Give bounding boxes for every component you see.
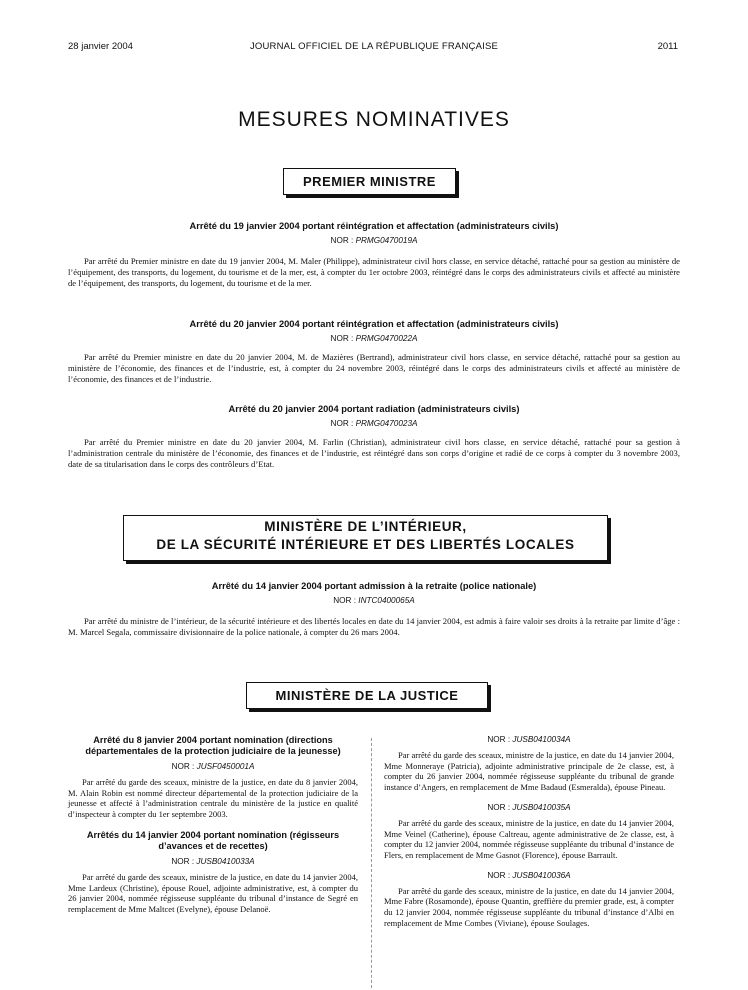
nor-label: NOR :: [333, 596, 357, 605]
nor-code: JUSB0410035A: [512, 802, 571, 812]
article-title: Arrêté du 19 janvier 2004 portant réintégration et affectation (administrateurs civils): [189, 221, 559, 231]
nor-reference: [60, 419, 688, 428]
nor-code: PRMG0470019A: [355, 236, 418, 245]
nor-reference: [60, 596, 688, 605]
section-heading-line: DE LA SÉCURITÉ INTÉRIEURE ET DES LIBERTÉS LOCALES: [156, 537, 575, 552]
article-text: Par arrêté du Premier ministre en date du 19 janvier 2004, M. Maler (Philippe), administrateur civil hors classe, en service détaché, rattaché pour sa gestion au ministère de l’équipement, des transports, du logement, du tourisme et de la mer, est, à compter du 1er octobre 2003, réintégré dans le corps des administrateurs civils et affecté au ministère de l’équipement, des transports, du logement, du tourisme et de la mer.: [68, 256, 680, 289]
article-text: Par arrêté du garde des sceaux, ministre de la justice, en date du 8 janvier 2004, M. Alain Robin est nommé directeur départemental de la protection judiciaire de la jeunesse et affecté à l’administration centrale du ministère de la justice en qualité d’inspecteur à compter du 1er septembre 2003.: [68, 777, 358, 820]
nor-reference: [384, 735, 674, 744]
nor-label: NOR :: [330, 419, 354, 428]
section-heading-ministere-interieur: [123, 515, 608, 561]
article-text: Par arrêté du garde des sceaux, ministre de la justice, en date du 14 janvier 2004, Mme Veinel (Catherine), épouse Caltreau, agente administrative de 2e classe, est, à compter du 12 janvier 2004, nommée régisseuse suppléante du tribunal d’instance de Flers, en remplacement de Mme Gasnot (Florence), épouse Barrault.: [384, 817, 674, 860]
nor-label: NOR :: [171, 762, 195, 771]
page-title: MESURES NOMINATIVES: [238, 108, 510, 131]
nor-reference: [68, 762, 358, 771]
page-number: 2011: [657, 41, 678, 52]
nor-label: NOR :: [171, 856, 195, 866]
nor-label: NOR :: [330, 334, 354, 343]
nor-reference: [68, 857, 358, 866]
section-heading-premier-ministre: PREMIER MINISTRE: [283, 168, 456, 195]
article-title: Arrêté du 20 janvier 2004 portant radiation (administrateurs civils): [228, 404, 520, 414]
nor-code: JUSB0410034A: [512, 735, 571, 744]
article-title: Arrêtés du 14 janvier 2004 portant nomination (régisseurs d’avances et de recettes): [86, 829, 340, 851]
left-column: [68, 735, 358, 925]
article-title: Arrêté du 8 janvier 2004 portant nomination (directions départementales de la protection judiciaire de la jeunesse): [85, 735, 341, 756]
article-title: Arrêté du 20 janvier 2004 portant réintégration et affectation (administrateurs civils): [189, 319, 559, 329]
nor-label: NOR :: [330, 236, 354, 245]
article-text: Par arrêté du garde des sceaux, ministre de la justice, en date du 14 janvier 2004, Mme Fabre (Rosamonde), épouse Quantin, greffière du premier grade, est, à compter du 12 janvier 2004, nommée régisseuse suppléante du tribunal d’instance d’Albi en remplacement de Mme Combes (Viviane), épouse Soulages.: [384, 885, 674, 928]
nor-reference: [60, 334, 688, 343]
nor-reference: [384, 871, 674, 880]
article-text: Par arrêté du garde des sceaux, ministre de la justice, en date du 14 janvier 2004, Mme Monneraye (Patricia), adjointe administrative principale de 2e classe, est, à compter du 26 janvier 2004, nommée régisseuse suppléante du tribunal de grande instance d’Angers, en remplacement de Mme Badaud (Esmeralda), épouse Pineau.: [384, 750, 674, 793]
column-divider: [371, 738, 372, 988]
section-heading-line: MINISTÈRE DE L’INTÉRIEUR,: [264, 519, 467, 534]
page-header: [0, 41, 748, 55]
nor-code: INTC0400065A: [358, 596, 415, 605]
nor-label: NOR :: [487, 870, 511, 880]
nor-label: NOR :: [487, 802, 511, 812]
nor-code: JUSF0450001A: [196, 762, 255, 771]
nor-code: PRMG0470023A: [355, 419, 418, 428]
nor-code: PRMG0470022A: [355, 334, 418, 343]
nor-label: NOR :: [487, 735, 511, 744]
article-text: Par arrêté du ministre de l’intérieur, de la sécurité intérieure et des libertés locales en date du 14 janvier 2004, est admis à faire valoir ses droits à la retraite par limite d’âge : M. Marcel Segala, commissaire divisionnaire de la police nationale, à compter du 26 mars 2004.: [68, 616, 680, 638]
nor-code: JUSB0410036A: [512, 870, 571, 880]
nor-code: JUSB0410033A: [196, 856, 255, 866]
article-text: Par arrêté du Premier ministre en date du 20 janvier 2004, M. Farlin (Christian), administrateur civil hors classe, en service détaché, rattaché pour sa gestion à l’administration centrale du ministère de l’économie, des finances et de l’industrie, est réintégré dans son corps d’origine et radié de ce corps à compter du 3 novembre 2003, date de sa titularisation dans le corps des contrôleurs d’Etat.: [68, 437, 680, 470]
nor-reference: [384, 803, 674, 812]
header-journal-title: JOURNAL OFFICIEL DE LA RÉPUBLIQUE FRANÇAISE: [249, 41, 499, 52]
section-heading-ministere-justice: MINISTÈRE DE LA JUSTICE: [246, 682, 488, 709]
article-text: Par arrêté du garde des sceaux, ministre de la justice, en date du 14 janvier 2004, Mme Lardeux (Christine), épouse Rouel, adjointe administrative, est, à compter du 26 janvier 2004, nommée régisseuse suppléante du tribunal d’instance de Segré en remplacement de Mme Maltcet (Evelyne), épouse Delanoë.: [68, 871, 358, 914]
right-column: [384, 735, 674, 938]
article-text: Par arrêté du Premier ministre en date du 20 janvier 2004, M. de Mazières (Bertrand), administrateur civil hors classe, en service détaché, rattaché pour sa gestion au ministère de l’économie, des finances et de l’industrie, est, à compter du 24 novembre 2003, réintégré dans le corps des administrateurs civils et affecté au ministère de l’économie, des finances et de l’industrie.: [68, 352, 680, 385]
article-title: Arrêté du 14 janvier 2004 portant admission à la retraite (police nationale): [211, 581, 537, 591]
header-date: 28 janvier 2004: [68, 41, 133, 52]
nor-reference: [60, 236, 688, 245]
